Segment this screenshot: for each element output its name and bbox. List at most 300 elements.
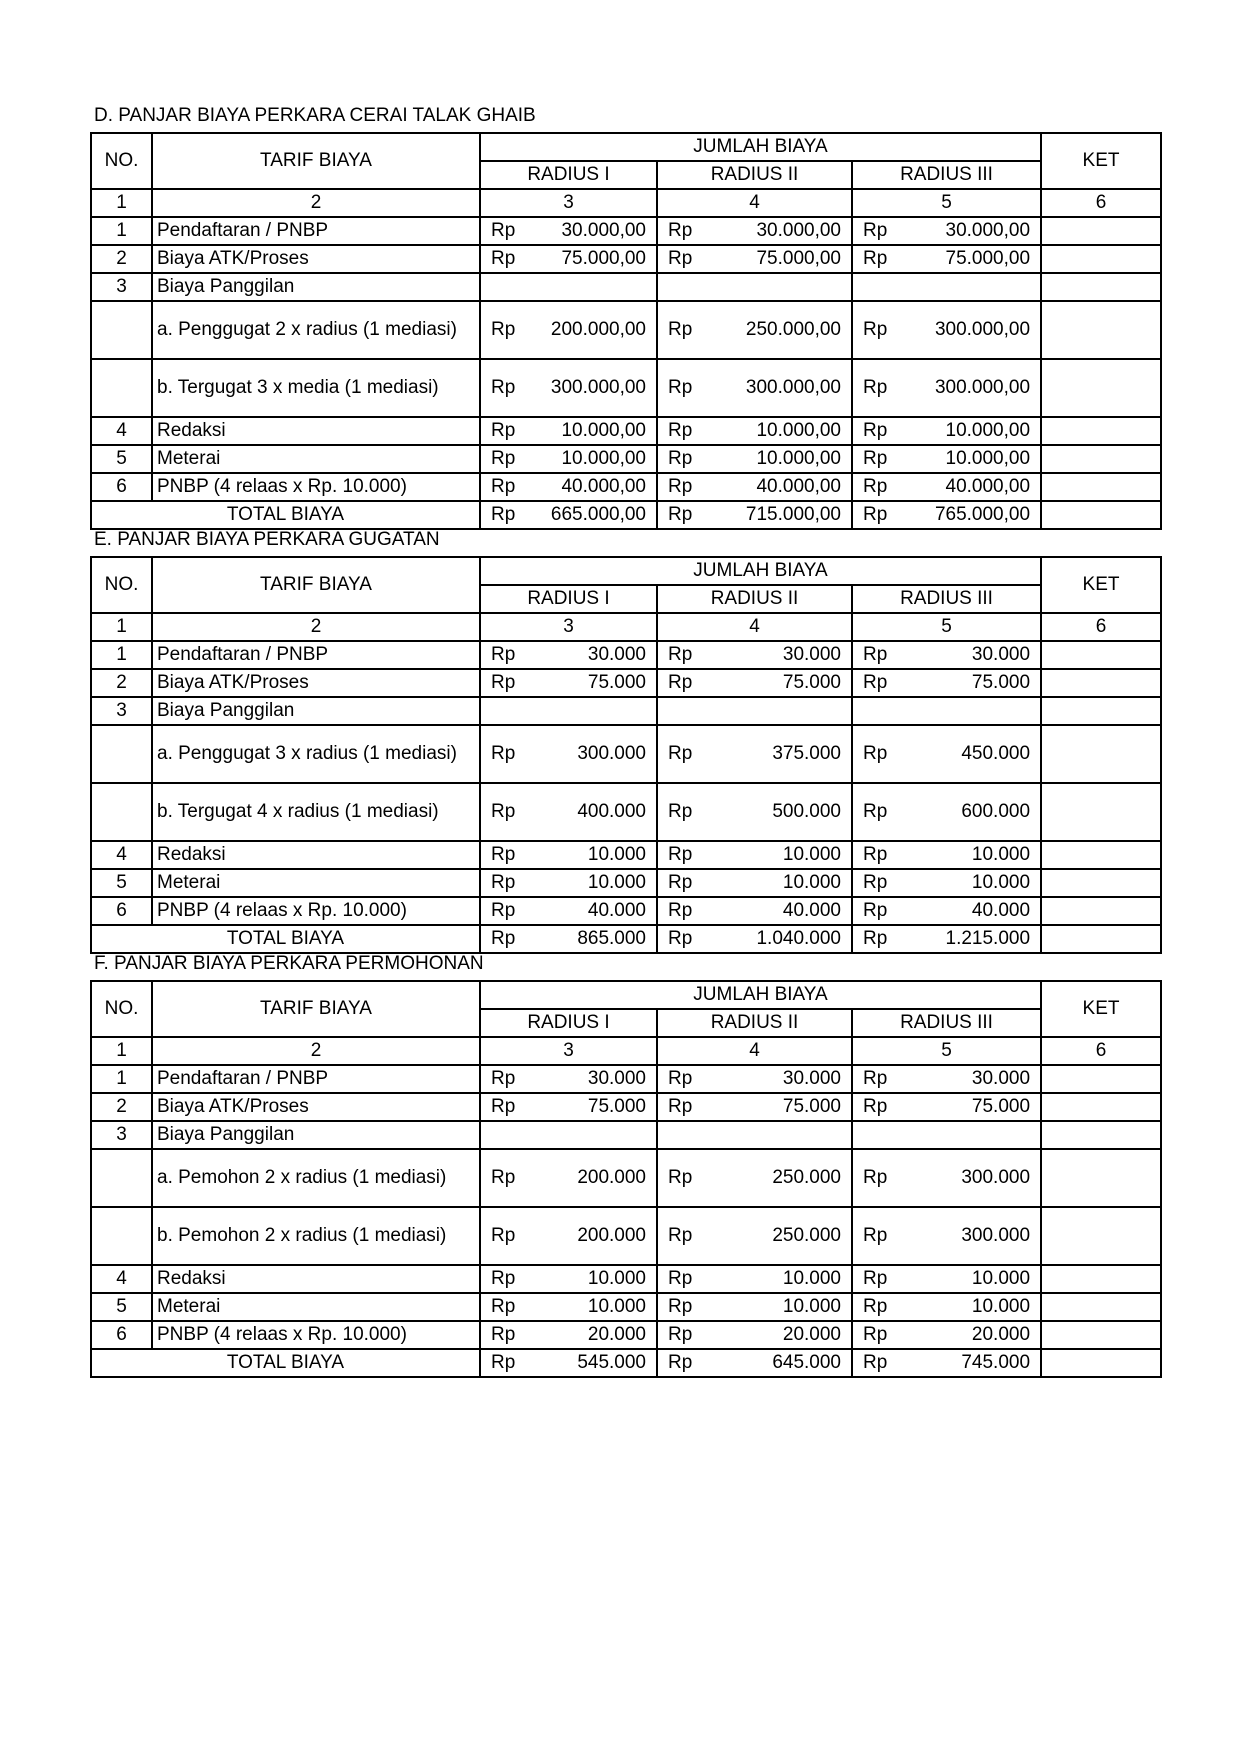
- row-label: Biaya ATK/Proses: [152, 1093, 480, 1121]
- amount-cell: [657, 359, 852, 417]
- amount-cell: [480, 217, 657, 245]
- header-no: NO.: [91, 133, 152, 189]
- amount-value: 75.000,00: [756, 248, 841, 269]
- table-row: [91, 783, 1161, 841]
- col-number: 4: [657, 1037, 852, 1065]
- currency-label: Rp: [668, 1167, 693, 1188]
- currency-label: Rp: [668, 844, 693, 865]
- row-label: Biaya ATK/Proses: [152, 245, 480, 273]
- amount-value: 300.000: [961, 1167, 1031, 1188]
- amount-value: 75.000: [782, 672, 841, 693]
- currency-label: Rp: [863, 1225, 888, 1246]
- currency-label: Rp: [668, 1296, 693, 1317]
- header-radius-1: RADIUS I: [480, 161, 657, 189]
- currency-label: Rp: [668, 1268, 693, 1289]
- ket-cell: [1041, 925, 1161, 953]
- row-label: Redaksi: [152, 417, 480, 445]
- header-tarif: TARIF BIAYA: [152, 557, 480, 613]
- total-label: TOTAL BIAYA: [91, 501, 480, 529]
- row-label: b. Pemohon 2 x radius (1 mediasi): [152, 1207, 480, 1265]
- amount-cell: [657, 1121, 852, 1149]
- amount-cell: [480, 1093, 657, 1121]
- row-label: Pendaftaran / PNBP: [152, 1065, 480, 1093]
- header-no: NO.: [91, 557, 152, 613]
- fee-table: [90, 980, 1162, 1378]
- amount-value: 10.000: [782, 872, 841, 893]
- row-label: PNBP (4 relaas x Rp. 10.000): [152, 473, 480, 501]
- amount-cell: [657, 869, 852, 897]
- table-row: [91, 359, 1161, 417]
- amount-value: 400.000: [577, 801, 646, 822]
- currency-label: Rp: [491, 928, 516, 949]
- currency-label: Rp: [491, 844, 516, 865]
- ket-cell: [1041, 1121, 1161, 1149]
- amount-cell: [852, 641, 1041, 669]
- header-tarif: TARIF BIAYA: [152, 981, 480, 1037]
- col-number: 4: [657, 189, 852, 217]
- amount-value: 10.000,00: [945, 420, 1031, 441]
- amount-cell: [480, 1293, 657, 1321]
- currency-label: Rp: [668, 1324, 693, 1345]
- row-number: 5: [91, 1293, 152, 1321]
- row-label: a. Pemohon 2 x radius (1 mediasi): [152, 1149, 480, 1207]
- currency-label: Rp: [668, 476, 693, 497]
- amount-cell: [657, 1265, 852, 1293]
- row-number: 1: [91, 217, 152, 245]
- col-number: 3: [480, 1037, 657, 1065]
- table-row: [91, 245, 1161, 273]
- ket-cell: [1041, 473, 1161, 501]
- currency-label: Rp: [863, 872, 888, 893]
- table-row: [91, 841, 1161, 869]
- row-label: Pendaftaran / PNBP: [152, 217, 480, 245]
- currency-label: Rp: [863, 248, 888, 269]
- amount-value: 545.000: [577, 1352, 646, 1373]
- amount-value: 40.000: [587, 900, 646, 921]
- amount-cell: [852, 1265, 1041, 1293]
- amount-cell: [480, 697, 657, 725]
- amount-value: 745.000: [961, 1352, 1031, 1373]
- table-row: [91, 669, 1161, 697]
- table-row: [91, 1065, 1161, 1093]
- amount-cell: [480, 1149, 657, 1207]
- amount-cell: [657, 217, 852, 245]
- currency-label: Rp: [491, 1225, 516, 1246]
- amount-value: 10.000,00: [561, 420, 646, 441]
- currency-label: Rp: [863, 319, 888, 340]
- col-number: 3: [480, 613, 657, 641]
- row-number: 3: [91, 697, 152, 725]
- amount-value: 10.000,00: [561, 448, 646, 469]
- amount-cell: [657, 697, 852, 725]
- amount-cell: [657, 501, 852, 529]
- amount-cell: [480, 445, 657, 473]
- header-ket: KET: [1041, 133, 1161, 189]
- row-number: [91, 301, 152, 359]
- amount-value: 250.000,00: [745, 319, 841, 340]
- amount-value: 30.000: [782, 1068, 841, 1089]
- amount-cell: [852, 783, 1041, 841]
- amount-cell: [657, 841, 852, 869]
- currency-label: Rp: [668, 319, 693, 340]
- currency-label: Rp: [491, 900, 516, 921]
- currency-label: Rp: [491, 1068, 516, 1089]
- ket-cell: [1041, 273, 1161, 301]
- amount-value: 10.000,00: [756, 420, 841, 441]
- row-label: a. Penggugat 3 x radius (1 mediasi): [152, 725, 480, 783]
- ket-cell: [1041, 697, 1161, 725]
- amount-cell: [852, 1293, 1041, 1321]
- row-number: 3: [91, 273, 152, 301]
- amount-cell: [480, 301, 657, 359]
- currency-label: Rp: [863, 900, 888, 921]
- amount-cell: [657, 669, 852, 697]
- amount-cell: [480, 245, 657, 273]
- amount-value: 715.000,00: [745, 504, 841, 525]
- amount-cell: [657, 897, 852, 925]
- row-number: 6: [91, 1321, 152, 1349]
- amount-value: 10.000: [971, 872, 1031, 893]
- header-jumlah: JUMLAH BIAYA: [480, 981, 1041, 1009]
- amount-value: 300.000: [577, 743, 646, 764]
- table-row: [91, 417, 1161, 445]
- currency-label: Rp: [668, 801, 693, 822]
- amount-value: 200.000: [577, 1225, 646, 1246]
- amount-cell: [852, 897, 1041, 925]
- col-number: 2: [152, 1037, 480, 1065]
- section-title: D. PANJAR BIAYA PERKARA CERAI TALAK GHAIB: [94, 105, 536, 126]
- amount-value: 450.000: [961, 743, 1031, 764]
- amount-value: 30.000: [782, 644, 841, 665]
- row-label: Meterai: [152, 869, 480, 897]
- row-label: a. Penggugat 2 x radius (1 mediasi): [152, 301, 480, 359]
- ket-cell: [1041, 417, 1161, 445]
- amount-cell: [480, 841, 657, 869]
- amount-cell: [657, 273, 852, 301]
- amount-cell: [852, 245, 1041, 273]
- table-row: [91, 273, 1161, 301]
- table-row: [91, 1093, 1161, 1121]
- row-label: b. Tergugat 3 x media (1 mediasi): [152, 359, 480, 417]
- total-row: [91, 501, 1161, 529]
- amount-cell: [480, 273, 657, 301]
- amount-cell: [852, 1121, 1041, 1149]
- row-label: Biaya Panggilan: [152, 697, 480, 725]
- amount-cell: [657, 725, 852, 783]
- row-number: 6: [91, 473, 152, 501]
- ket-cell: [1041, 445, 1161, 473]
- ket-cell: [1041, 1321, 1161, 1349]
- amount-cell: [852, 1207, 1041, 1265]
- table-row: [91, 1207, 1161, 1265]
- section-e: [90, 528, 1160, 954]
- amount-cell: [852, 273, 1041, 301]
- currency-label: Rp: [863, 928, 888, 949]
- ket-cell: [1041, 1207, 1161, 1265]
- amount-cell: [480, 725, 657, 783]
- ket-cell: [1041, 1265, 1161, 1293]
- header-ket: KET: [1041, 557, 1161, 613]
- currency-label: Rp: [491, 420, 516, 441]
- currency-label: Rp: [863, 504, 888, 525]
- amount-cell: [480, 1065, 657, 1093]
- currency-label: Rp: [491, 220, 516, 241]
- col-number: 5: [852, 1037, 1041, 1065]
- row-label: Redaksi: [152, 841, 480, 869]
- amount-cell: [852, 1349, 1041, 1377]
- row-number: 1: [91, 1065, 152, 1093]
- currency-label: Rp: [668, 743, 693, 764]
- header-radius-2: RADIUS II: [657, 1009, 852, 1037]
- table-row: [91, 897, 1161, 925]
- amount-value: 10.000: [782, 1296, 841, 1317]
- table-row: [91, 1121, 1161, 1149]
- amount-value: 75.000: [587, 672, 646, 693]
- currency-label: Rp: [668, 872, 693, 893]
- currency-label: Rp: [491, 319, 516, 340]
- amount-value: 30.000: [587, 644, 646, 665]
- amount-value: 300.000,00: [934, 319, 1031, 340]
- table-row: [91, 301, 1161, 359]
- total-label: TOTAL BIAYA: [91, 1349, 480, 1377]
- header-radius-3: RADIUS III: [852, 1009, 1041, 1037]
- amount-value: 10.000: [971, 844, 1031, 865]
- row-label: Biaya Panggilan: [152, 273, 480, 301]
- ket-cell: [1041, 501, 1161, 529]
- amount-value: 1.040.000: [756, 928, 841, 949]
- currency-label: Rp: [491, 1324, 516, 1345]
- row-number: [91, 1149, 152, 1207]
- amount-value: 10.000: [782, 844, 841, 865]
- table-row: [91, 1321, 1161, 1349]
- amount-value: 300.000,00: [934, 377, 1031, 398]
- currency-label: Rp: [491, 801, 516, 822]
- row-label: Meterai: [152, 1293, 480, 1321]
- amount-cell: [480, 1349, 657, 1377]
- amount-cell: [657, 1349, 852, 1377]
- table-row: [91, 445, 1161, 473]
- table-row: [91, 1149, 1161, 1207]
- amount-value: 765.000,00: [934, 504, 1031, 525]
- currency-label: Rp: [863, 844, 888, 865]
- amount-cell: [852, 1149, 1041, 1207]
- currency-label: Rp: [863, 801, 888, 822]
- col-number: 6: [1041, 189, 1161, 217]
- amount-value: 20.000: [782, 1324, 841, 1345]
- row-number: 1: [91, 641, 152, 669]
- row-number: [91, 1207, 152, 1265]
- amount-value: 10.000,00: [945, 448, 1031, 469]
- total-label: TOTAL BIAYA: [91, 925, 480, 953]
- amount-cell: [480, 1321, 657, 1349]
- row-label: Biaya Panggilan: [152, 1121, 480, 1149]
- ket-cell: [1041, 301, 1161, 359]
- amount-value: 75.000: [971, 1096, 1031, 1117]
- amount-cell: [657, 1207, 852, 1265]
- col-number: 3: [480, 189, 657, 217]
- row-label: PNBP (4 relaas x Rp. 10.000): [152, 897, 480, 925]
- amount-cell: [852, 869, 1041, 897]
- currency-label: Rp: [491, 644, 516, 665]
- currency-label: Rp: [863, 220, 888, 241]
- fee-table: [90, 132, 1162, 530]
- currency-label: Rp: [668, 420, 693, 441]
- amount-cell: [480, 669, 657, 697]
- header-ket: KET: [1041, 981, 1161, 1037]
- section-title: E. PANJAR BIAYA PERKARA GUGATAN: [94, 529, 440, 550]
- currency-label: Rp: [863, 672, 888, 693]
- amount-cell: [657, 641, 852, 669]
- amount-value: 10.000: [587, 872, 646, 893]
- amount-value: 30.000: [587, 1068, 646, 1089]
- currency-label: Rp: [668, 928, 693, 949]
- amount-cell: [480, 1121, 657, 1149]
- row-number: 5: [91, 445, 152, 473]
- section-f: [90, 952, 1160, 1378]
- ket-cell: [1041, 1293, 1161, 1321]
- amount-cell: [852, 669, 1041, 697]
- row-number: 3: [91, 1121, 152, 1149]
- currency-label: Rp: [863, 420, 888, 441]
- amount-value: 10.000: [587, 844, 646, 865]
- currency-label: Rp: [863, 448, 888, 469]
- amount-value: 75.000: [782, 1096, 841, 1117]
- row-label: b. Tergugat 4 x radius (1 mediasi): [152, 783, 480, 841]
- amount-cell: [852, 501, 1041, 529]
- header-jumlah: JUMLAH BIAYA: [480, 133, 1041, 161]
- ket-cell: [1041, 1349, 1161, 1377]
- col-number: 4: [657, 613, 852, 641]
- currency-label: Rp: [863, 1167, 888, 1188]
- amount-value: 75.000: [971, 672, 1031, 693]
- amount-cell: [657, 783, 852, 841]
- amount-cell: [852, 697, 1041, 725]
- amount-cell: [480, 869, 657, 897]
- header-radius-3: RADIUS III: [852, 161, 1041, 189]
- total-row: [91, 925, 1161, 953]
- amount-cell: [657, 1293, 852, 1321]
- header-radius-1: RADIUS I: [480, 1009, 657, 1037]
- amount-value: 75.000: [587, 1096, 646, 1117]
- row-number: [91, 725, 152, 783]
- amount-cell: [480, 783, 657, 841]
- amount-value: 20.000: [587, 1324, 646, 1345]
- amount-value: 500.000: [772, 801, 841, 822]
- col-number: 1: [91, 1037, 152, 1065]
- col-number: 6: [1041, 1037, 1161, 1065]
- ket-cell: [1041, 841, 1161, 869]
- table-row: [91, 473, 1161, 501]
- amount-value: 10.000: [587, 1296, 646, 1317]
- currency-label: Rp: [863, 1352, 888, 1373]
- amount-value: 40.000: [782, 900, 841, 921]
- amount-cell: [480, 1265, 657, 1293]
- row-label: Biaya ATK/Proses: [152, 669, 480, 697]
- amount-value: 20.000: [971, 1324, 1031, 1345]
- amount-cell: [852, 1321, 1041, 1349]
- amount-value: 300.000,00: [550, 377, 646, 398]
- amount-value: 250.000: [772, 1225, 841, 1246]
- header-radius-3: RADIUS III: [852, 585, 1041, 613]
- ket-cell: [1041, 783, 1161, 841]
- amount-cell: [480, 359, 657, 417]
- currency-label: Rp: [668, 644, 693, 665]
- currency-label: Rp: [863, 644, 888, 665]
- ket-cell: [1041, 245, 1161, 273]
- col-number: 2: [152, 189, 480, 217]
- currency-label: Rp: [491, 743, 516, 764]
- ket-cell: [1041, 725, 1161, 783]
- ket-cell: [1041, 359, 1161, 417]
- amount-cell: [852, 841, 1041, 869]
- amount-value: 75.000,00: [945, 248, 1031, 269]
- currency-label: Rp: [668, 1352, 693, 1373]
- amount-cell: [852, 217, 1041, 245]
- col-number: 5: [852, 613, 1041, 641]
- currency-label: Rp: [668, 672, 693, 693]
- table-row: [91, 869, 1161, 897]
- amount-value: 200.000,00: [550, 319, 646, 340]
- table-row: [91, 725, 1161, 783]
- amount-value: 300.000: [961, 1225, 1031, 1246]
- amount-cell: [852, 925, 1041, 953]
- currency-label: Rp: [491, 1096, 516, 1117]
- currency-label: Rp: [491, 672, 516, 693]
- currency-label: Rp: [668, 220, 693, 241]
- table-row: [91, 697, 1161, 725]
- row-label: Redaksi: [152, 1265, 480, 1293]
- currency-label: Rp: [863, 743, 888, 764]
- amount-value: 30.000: [971, 1068, 1031, 1089]
- amount-value: 40.000,00: [561, 476, 646, 497]
- amount-cell: [852, 1093, 1041, 1121]
- currency-label: Rp: [668, 1096, 693, 1117]
- header-no: NO.: [91, 981, 152, 1037]
- table-row: [91, 1293, 1161, 1321]
- amount-cell: [480, 501, 657, 529]
- header-tarif: TARIF BIAYA: [152, 133, 480, 189]
- row-label: PNBP (4 relaas x Rp. 10.000): [152, 1321, 480, 1349]
- amount-value: 375.000: [772, 743, 841, 764]
- currency-label: Rp: [491, 1167, 516, 1188]
- amount-cell: [852, 1065, 1041, 1093]
- amount-cell: [657, 445, 852, 473]
- ket-cell: [1041, 669, 1161, 697]
- header-radius-2: RADIUS II: [657, 161, 852, 189]
- ket-cell: [1041, 641, 1161, 669]
- amount-cell: [852, 473, 1041, 501]
- amount-cell: [657, 1321, 852, 1349]
- currency-label: Rp: [668, 1225, 693, 1246]
- currency-label: Rp: [668, 248, 693, 269]
- currency-label: Rp: [863, 1096, 888, 1117]
- table-row: [91, 641, 1161, 669]
- currency-label: Rp: [491, 1296, 516, 1317]
- amount-cell: [852, 445, 1041, 473]
- currency-label: Rp: [668, 448, 693, 469]
- amount-cell: [657, 301, 852, 359]
- amount-cell: [852, 417, 1041, 445]
- row-number: [91, 359, 152, 417]
- col-number: 2: [152, 613, 480, 641]
- currency-label: Rp: [668, 1068, 693, 1089]
- ket-cell: [1041, 869, 1161, 897]
- currency-label: Rp: [668, 377, 693, 398]
- currency-label: Rp: [863, 1068, 888, 1089]
- row-number: 6: [91, 897, 152, 925]
- amount-value: 30.000: [971, 644, 1031, 665]
- row-number: 4: [91, 841, 152, 869]
